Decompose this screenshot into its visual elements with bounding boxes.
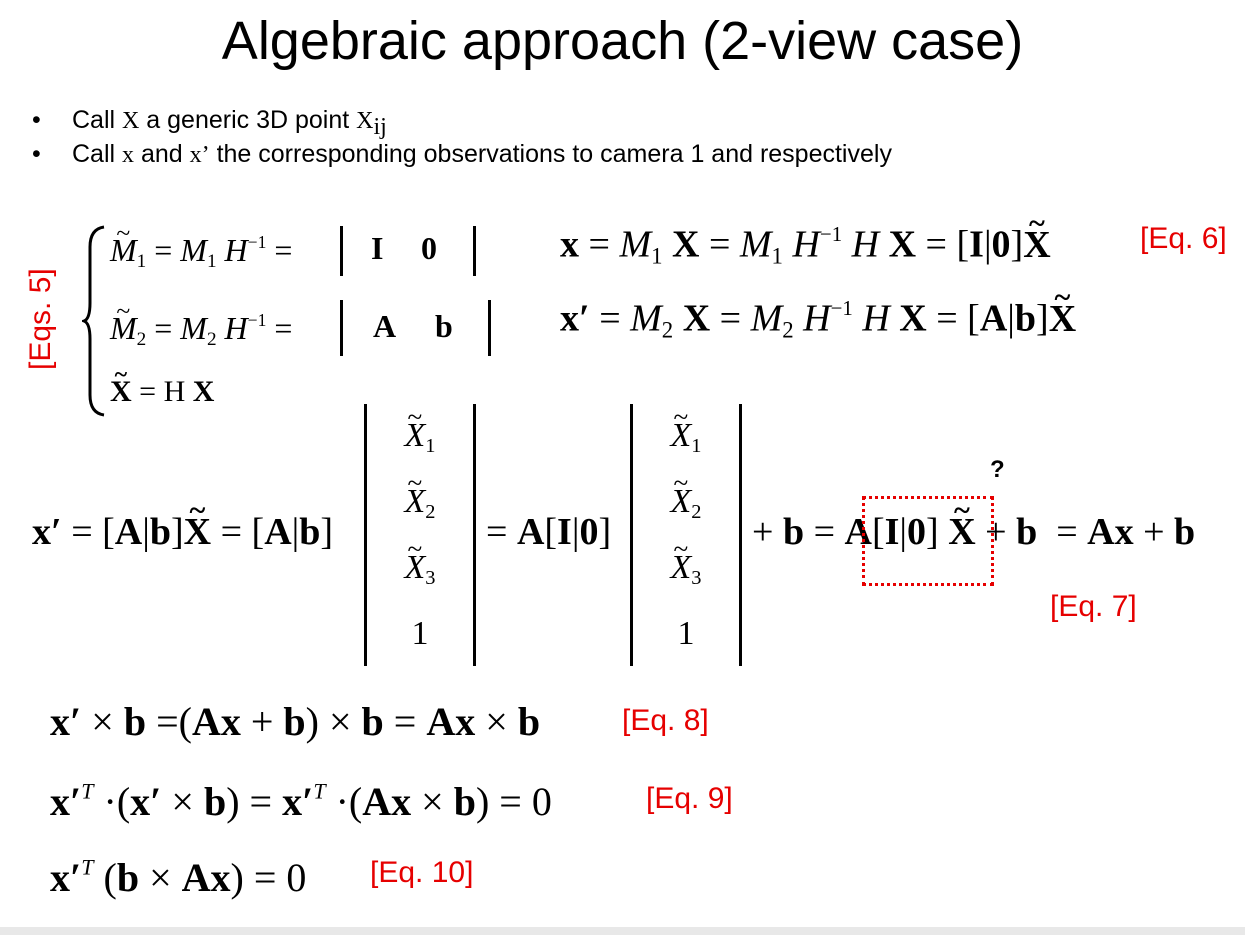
eq5-matrix-2: A b (340, 300, 491, 356)
bottom-bar (0, 927, 1245, 935)
highlight-box (862, 496, 994, 586)
eq7-lhs: x′ = [A|b]~ X = [A|b] (32, 510, 333, 554)
eq7-label: [Eq. 7] (1050, 590, 1137, 623)
eq5-matrix-1: I 0 (340, 226, 476, 276)
eq7-rhs: + b = A[I|0] ~ X + b = Ax + b (752, 510, 1195, 554)
bullet-1: • Call X a generic 3D point $X_{ij}$ (32, 106, 387, 140)
eq5-line-3: ~ X = H X (110, 375, 214, 409)
eq5-label: [Eqs. 5] (24, 268, 57, 370)
eq7-mid: = A[I|0] (486, 511, 612, 553)
slide-title: Algebraic approach (2-view case) (221, 11, 1024, 71)
eq5-line-2: ~ $M_2 = M_2$ $H^{-1}$ = (110, 310, 292, 351)
eq6-label: [Eq. 6] (1140, 222, 1227, 255)
eq10: $x'^T$ (b × Ax) = 0 (50, 854, 307, 900)
vector-matrix-2: ~ $X_1$ ~ $X_2$ ~ $X_3$ 1 (630, 404, 742, 666)
eq9: $x'^T \cdot(x' \times b) = x'^T \cdot(Ax \times b) = 0$ (50, 778, 552, 824)
eq6-line-2: $x' = M_2$ $X = M_2$ $H^{-1}$ H X = [A|b]~ X (560, 296, 1076, 344)
bullet-2: • Call x and x’ the corresponding observations to camera 1 and respectively (32, 140, 892, 168)
eq8-label: [Eq. 8] (622, 704, 709, 737)
question-mark: ? (990, 456, 1005, 483)
eq10-label: [Eq. 10] (370, 856, 474, 889)
eq5-line-1: ~ $M_1 = M_1$ $H^{-1}$ = (110, 232, 292, 273)
left-brace (82, 225, 108, 417)
eq9-label: [Eq. 9] (646, 782, 733, 815)
eq8: x′ × b =(Ax + b) × b = Ax × b (50, 699, 541, 744)
vector-matrix-1: ~ $X_1$ ~ $X_2$ ~ $X_3$ 1 (364, 404, 476, 666)
eq6-line-1: $x = M_1$ $X = M_1$ $H^{-1}$ H X = [I|0]~ X (560, 222, 1051, 270)
